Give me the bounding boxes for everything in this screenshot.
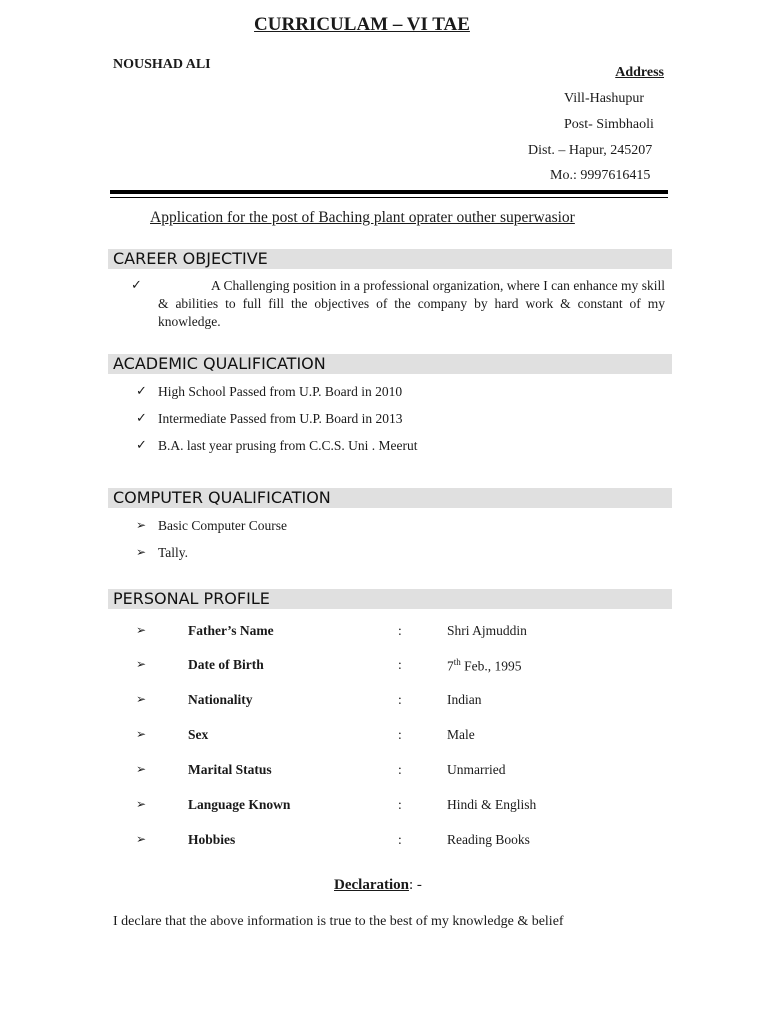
check-icon: ✓	[136, 438, 147, 453]
section-computer-qualification	[108, 488, 672, 508]
arrow-bullet-icon: ➢	[136, 518, 147, 532]
arrow-bullet-icon: ➢	[136, 832, 147, 846]
list-item: Tally.	[158, 545, 189, 560]
section-heading: ACADEMIC QUALIFICATION	[113, 354, 326, 373]
profile-value-marital-status: Unmarried	[447, 762, 506, 777]
document-title: CURRICULAM – VI TAE	[254, 14, 470, 35]
dob-ordinal-suffix: th	[453, 657, 461, 667]
list-item: B.A. last year prusing from C.C.S. Uni . Meerut	[158, 438, 418, 453]
address-mobile: Mo.: 9997616415	[550, 168, 651, 183]
section-heading: CAREER OBJECTIVE	[113, 249, 268, 268]
application-line: Application for the post of Baching plant oprater outher superwasior	[150, 209, 575, 226]
profile-value-hobbies: Reading Books	[447, 832, 530, 847]
profile-value-language-known: Hindi & English	[447, 797, 537, 812]
profile-colon: :	[398, 692, 402, 707]
profile-colon: :	[398, 832, 402, 847]
career-objective-paragraph: A Challenging position in a professional organization, where I can enhance my skill & abilities to full fill the objectives of the company by hard work & constant of my knowledge.	[158, 278, 665, 329]
profile-label-sex: Sex	[188, 727, 209, 742]
declaration-text: I declare that the above information is true to the best of my knowledge & belief	[113, 914, 564, 929]
list-item: Basic Computer Course	[158, 518, 287, 533]
arrow-bullet-icon: ➢	[136, 692, 147, 706]
arrow-bullet-icon: ➢	[136, 623, 147, 637]
section-heading: COMPUTER QUALIFICATION	[113, 488, 331, 507]
address-post: Post- Simbhaoli	[564, 117, 654, 132]
profile-colon: :	[398, 797, 402, 812]
declaration-heading	[334, 877, 422, 894]
profile-value-fathers-name: Shri Ajmuddin	[447, 623, 527, 638]
profile-value-date-of-birth	[447, 657, 522, 675]
check-icon: ✓	[131, 278, 142, 293]
profile-colon: :	[398, 623, 402, 638]
dob-day: 7	[447, 658, 454, 674]
arrow-bullet-icon: ➢	[136, 797, 147, 811]
profile-value-nationality: Indian	[447, 692, 482, 707]
section-personal-profile	[108, 589, 672, 609]
profile-label-fathers-name: Father’s Name	[188, 623, 274, 638]
profile-colon: :	[398, 727, 402, 742]
header-divider-thick	[110, 190, 668, 194]
arrow-bullet-icon: ➢	[136, 727, 147, 741]
list-item: High School Passed from U.P. Board in 2010	[158, 384, 403, 399]
arrow-bullet-icon: ➢	[136, 657, 147, 671]
address-village: Vill-Hashupur	[564, 91, 645, 106]
profile-label-hobbies: Hobbies	[188, 832, 236, 847]
arrow-bullet-icon: ➢	[136, 762, 147, 776]
declaration-suffix: : -	[408, 877, 422, 893]
career-objective-text	[158, 277, 665, 331]
profile-value-sex: Male	[447, 727, 475, 742]
declaration-title: Declaration	[334, 877, 409, 893]
profile-label-marital-status: Marital Status	[188, 762, 272, 777]
profile-colon: :	[398, 762, 402, 777]
list-item: Intermediate Passed from U.P. Board in 2013	[158, 411, 403, 426]
address-label: Address	[615, 65, 664, 80]
check-icon: ✓	[136, 411, 147, 426]
profile-label-nationality: Nationality	[188, 692, 253, 707]
header-divider-thin	[110, 197, 668, 198]
dob-rest: Feb., 1995	[460, 658, 522, 674]
check-icon: ✓	[136, 384, 147, 399]
profile-label-date-of-birth: Date of Birth	[188, 657, 264, 672]
applicant-name: NOUSHAD ALI	[113, 57, 211, 72]
section-heading: PERSONAL PROFILE	[113, 589, 270, 608]
profile-label-language-known: Language Known	[188, 797, 291, 812]
section-career-objective	[108, 249, 672, 269]
address-district: Dist. – Hapur, 245207	[528, 143, 653, 158]
section-academic-qualification	[108, 354, 672, 374]
profile-colon: :	[398, 657, 402, 672]
arrow-bullet-icon: ➢	[136, 545, 147, 559]
